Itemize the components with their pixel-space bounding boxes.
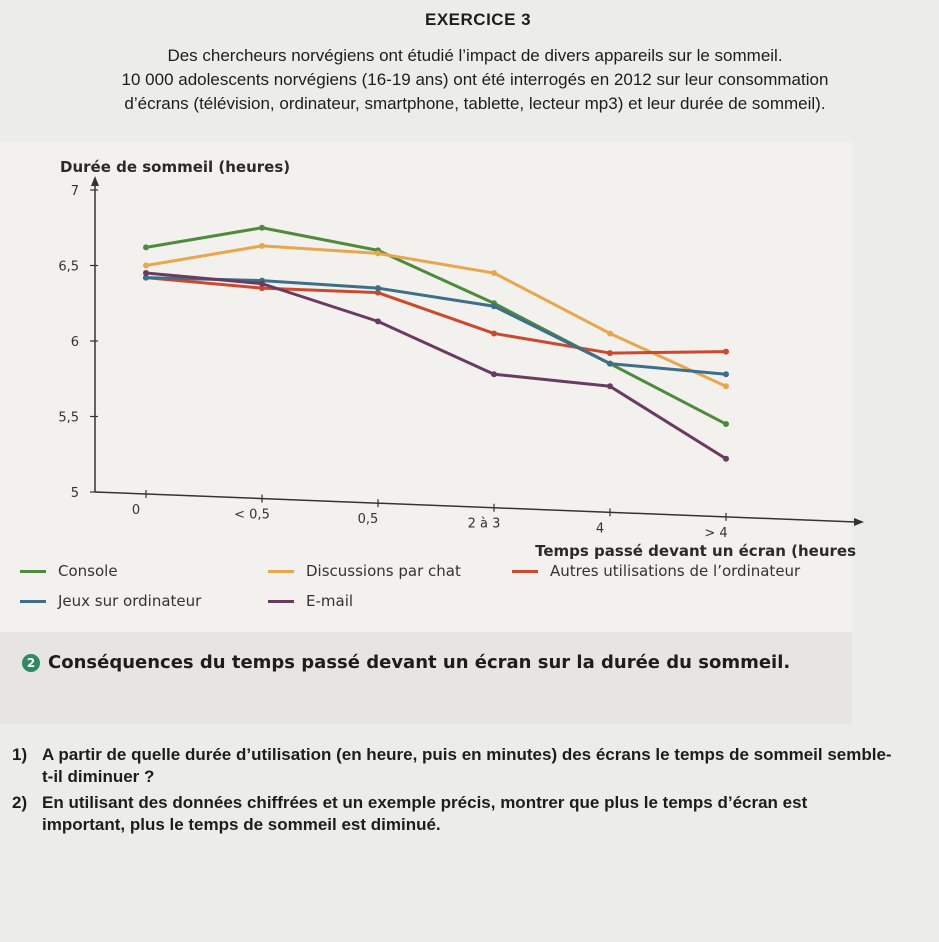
x-tick-label: 4 bbox=[595, 521, 605, 537]
x-tick-label: 0 bbox=[131, 503, 141, 519]
data-point bbox=[491, 371, 497, 377]
data-point bbox=[375, 318, 381, 324]
data-point bbox=[143, 263, 149, 269]
y-tick-label: 6 bbox=[70, 335, 79, 350]
data-point bbox=[143, 244, 149, 250]
figure-caption-text: Conséquences du temps passé devant un écran sur la durée du sommeil. bbox=[48, 652, 791, 673]
data-point bbox=[259, 281, 265, 287]
legend-item bbox=[20, 562, 118, 580]
series-line bbox=[146, 228, 726, 424]
legend-item bbox=[512, 562, 800, 580]
legend-label: Discussions par chat bbox=[306, 562, 461, 580]
question-text: A partir de quelle durée d’utilisation (en heure, puis en minutes) des écrans le temps de sommeil semble-t-il diminuer ? bbox=[42, 745, 892, 786]
data-point bbox=[491, 303, 497, 309]
legend-item bbox=[268, 562, 461, 580]
y-tick-label: 5 bbox=[70, 486, 79, 501]
question-text: En utilisant des données chiffrées et un exemple précis, montrer que plus le temps d’écran est important, plus le temps de sommeil est diminué. bbox=[42, 793, 808, 834]
legend-swatch bbox=[20, 600, 46, 603]
y-axis-arrow bbox=[91, 176, 99, 186]
legend-label: Jeux sur ordinateur bbox=[58, 592, 202, 610]
y-tick-label: 7 bbox=[70, 184, 79, 199]
legend-swatch bbox=[268, 600, 294, 603]
x-tick-label: 2 à 3 bbox=[467, 516, 501, 532]
data-point bbox=[723, 383, 729, 389]
questions-list bbox=[12, 744, 892, 840]
x-tick-label: > 4 bbox=[704, 525, 728, 541]
x-tick-label: 0,5 bbox=[357, 512, 379, 528]
caption-band bbox=[0, 632, 852, 724]
legend-label: Autres utilisations de l’ordinateur bbox=[550, 562, 801, 580]
data-point bbox=[607, 330, 613, 336]
legend-label: Console bbox=[58, 562, 118, 580]
legend-swatch bbox=[512, 570, 538, 573]
data-point bbox=[607, 350, 613, 356]
x-axis-arrow bbox=[854, 518, 864, 526]
intro-line: Des chercheurs norvégiens ont étudié l’impact de divers appareils sur le sommeil. bbox=[167, 46, 783, 65]
data-point bbox=[723, 371, 729, 377]
y-tick-label: 5,5 bbox=[58, 410, 79, 426]
series-layer bbox=[143, 225, 729, 462]
figure-number-badge: 2 bbox=[22, 654, 40, 672]
data-point bbox=[723, 421, 729, 427]
legend-swatch bbox=[20, 570, 46, 573]
data-point bbox=[143, 270, 149, 276]
question-item bbox=[12, 744, 892, 788]
data-point bbox=[607, 361, 613, 367]
data-point bbox=[723, 349, 729, 355]
legend-swatch bbox=[268, 570, 294, 573]
legend-label: E-mail bbox=[306, 592, 354, 610]
figure-caption bbox=[22, 652, 790, 673]
y-tick-label: 6,5 bbox=[58, 259, 79, 275]
data-point bbox=[491, 330, 497, 336]
data-point bbox=[375, 285, 381, 291]
series-line bbox=[146, 278, 726, 375]
data-point bbox=[607, 383, 613, 389]
legend-item bbox=[20, 592, 201, 610]
data-point bbox=[259, 243, 265, 249]
legend-item bbox=[268, 592, 353, 610]
y-axis-label: Durée de sommeil (heures) bbox=[60, 158, 291, 176]
exercise-title: EXERCICE 3 bbox=[425, 10, 532, 29]
intro-line: 10 000 adolescents norvégiens (16-19 ans) ont été interrogés en 2012 sur leur consommation bbox=[121, 70, 829, 89]
x-axis-label: Temps passé devant un écran (heures bbox=[535, 542, 856, 560]
intro-line: d’écrans (télévision, ordinateur, smartphone, tablette, lecteur mp3) et leur durée de sommeil). bbox=[124, 94, 826, 113]
question-number: 2) bbox=[12, 793, 28, 812]
data-point bbox=[259, 225, 265, 231]
sleep-line-chart bbox=[0, 142, 870, 562]
intro-text bbox=[60, 44, 890, 116]
data-point bbox=[491, 270, 497, 276]
series-line bbox=[146, 278, 726, 354]
question-number: 1) bbox=[12, 745, 28, 764]
x-tick-label: < 0,5 bbox=[234, 507, 270, 523]
data-point bbox=[375, 250, 381, 256]
question-item bbox=[12, 792, 892, 836]
data-point bbox=[723, 456, 729, 462]
